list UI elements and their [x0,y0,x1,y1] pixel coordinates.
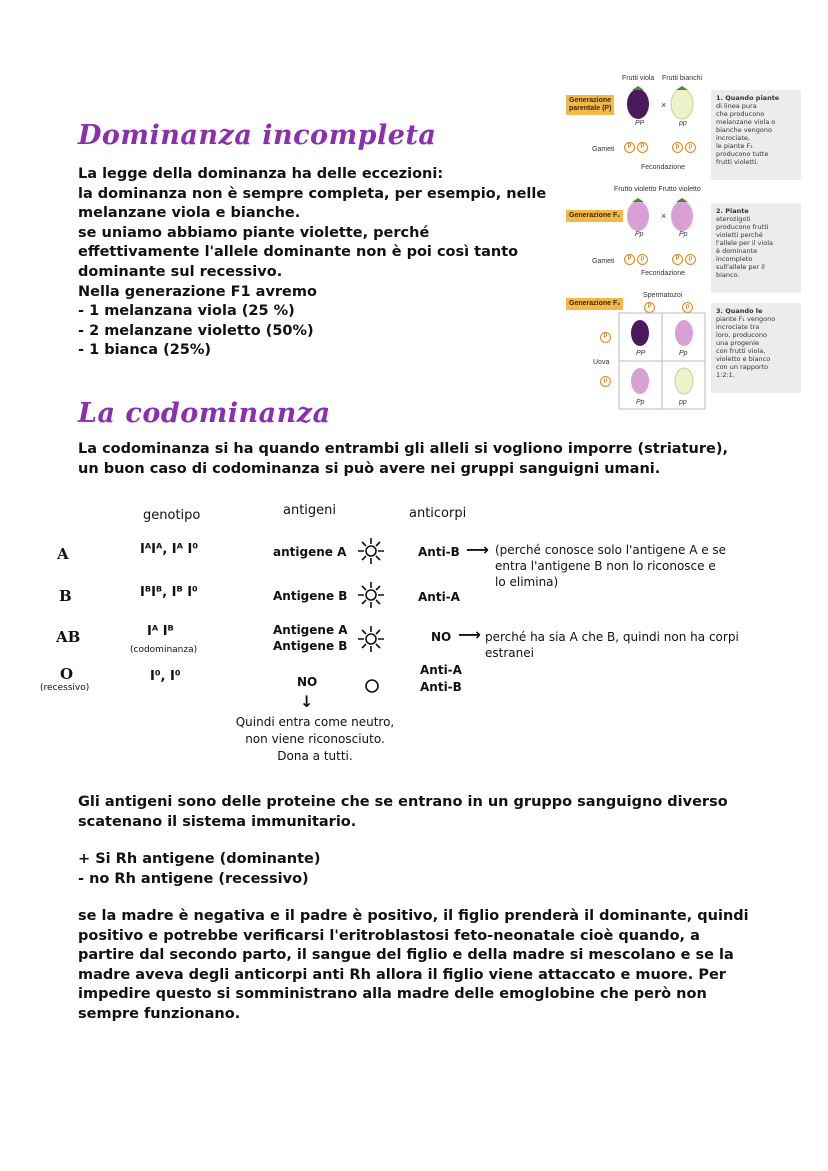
egg-P: P [600,332,611,343]
punnett-square [618,312,708,412]
sperm-p: p [682,302,693,313]
header-genotipo: genotipo [143,508,201,523]
genotype-pp: pp [679,120,687,127]
figure-note-1: 1. Quando piante di linea pura che producono melanzane viola o bianche vengono incrociate, le piante F₁ producono tutte frutti violetti. [711,90,801,180]
header-antigeni: antigeni [283,503,337,518]
rh-paragraph [78,907,749,1025]
header-anticorpi: anticorpi [409,506,467,521]
antibody-A: Anti-B [418,545,460,559]
genotype-PP: PP [635,120,645,127]
text-line: Nella generazione F1 avremo [78,283,317,300]
genotype-A: IᴬIᴬ, Iᴬ I⁰ [140,542,199,557]
text-line: se la madre è negativa e il padre è positivo, il figlio prenderà il dominante, quindi [78,908,749,924]
purple-eggplant [627,89,649,119]
cross-symbol: × [661,211,667,221]
purple-eggplant [631,320,649,346]
genotype-Pp: Pp [679,350,688,357]
text-line: melanzane viola e bianche. [78,205,301,222]
gamete-P: P [672,254,683,265]
label-frutti-viola: Frutti viola [622,75,655,82]
list-item: + Si Rh antigene (dominante) [78,851,321,867]
violet-eggplant [675,320,693,346]
gamete-p: p [672,142,683,153]
eggplant-stem [676,86,688,90]
text-line: scatenano il sistema immunitario. [78,813,357,830]
antigen-B: Antigene B [273,589,348,603]
section-title-codominanza: La codominanza [78,398,331,429]
egg-p: p [600,376,611,387]
genotype-Pp: Pp [635,231,644,238]
antigen-text [78,793,728,832]
text-line: Gli antigeni sono delle proteine che se entrano in un gruppo sanguigno diverso [78,794,728,810]
text-line: La codominanza si ha quando entrambi gli alleli si vogliono imporre (striature), [78,441,728,457]
label-frutto-violetto: Frutto violetto Frutto violetto [614,186,701,193]
gen-f2-box: Generazione F₂ [566,298,623,310]
eggplant-stem [632,198,644,202]
list-item: - 1 bianca (25%) [78,342,212,359]
sun-antigen-icon [356,580,386,610]
gamete-P: P [624,254,635,265]
genotype-Pp: Pp [636,399,645,406]
eggplant-stem [676,198,688,202]
list-item: - 2 melanzane violetto (50%) [78,322,314,339]
label-gameti: Gameti [592,146,615,153]
blood-group-A: A [57,545,69,563]
text-line: sempre funzionano. [78,1005,241,1022]
list-item: - no Rh antigene (recessivo) [78,870,309,887]
text-line: la dominanza non è sempre completa, per esempio, nelle [78,185,547,202]
genotype-pp: pp [679,399,687,406]
empty-circle-icon [363,677,381,695]
label-spermatozoi: Spermatozoi [643,292,683,299]
text-line: un buon caso di codominanza si può avere nei gruppi sanguigni umani. [78,460,661,477]
antibody-B: Anti-A [418,590,460,604]
antibody-O: Anti-A Anti-B [420,663,462,694]
text-line: dominante sul recessivo. [78,263,283,280]
antigen-A: antigene A [273,545,347,559]
gen-parental-box: Generazione parentale (P) [566,95,614,115]
arrow-down-icon: ↓ [300,692,314,711]
group-note-recessivo: (recessivo) [40,683,90,693]
arrow-right-icon: ⟶ [458,625,481,644]
eggplant-stem [632,86,644,90]
gamete-p: p [685,142,696,153]
genotype-O: I⁰, I⁰ [150,669,181,684]
note-A: (perché conosce solo l'antigene A e se entra l'antigene B non lo riconosce e lo elimina) [495,543,727,589]
text-line: impedire questo si somministrano alla madre delle emoglobine che però non [78,986,707,1003]
label-uova: Uova [593,359,610,366]
donor-note: Quindi entra come neutro, non viene riconosciuto. Dona a tutti. [235,715,395,763]
white-eggplant [671,89,693,119]
gamete-p: p [637,254,648,265]
genotype-PP: PP [636,350,646,357]
white-eggplant [675,368,693,394]
text-line: madre aveva degli anticorpi anti Rh allora il figlio viene attaccato e muore. Per [78,966,726,983]
violet-eggplant [671,201,693,231]
antibody-AB: NO [431,630,452,644]
sun-antigen-icon [356,536,386,566]
figure-note-3: 3. Quando le piante F₁ vengono incrociate tra loro, producono una progenie con frutti viola, violetto e bianco con un rapporto 1:2:1. [711,303,801,393]
sun-antigen-icon [356,624,386,654]
section1-text [78,165,546,361]
text-line: positivo e potrebbe verificarsi l'eritroblastosi feto-neonatale cioè quando, a [78,927,700,944]
figure-note-2: 2. Piante eterozigoti producono frutti violetti perché l'allele per il viola è dominante incompleto sull'allele per il bianco. [711,203,801,293]
section-title-dominanza: Dominanza incompleta [78,120,437,151]
note-AB: perché ha sia A che B, quindi non ha corpi estranei [485,630,739,660]
arrow-right-icon: ⟶ [466,540,489,559]
section2-text [78,440,728,479]
blood-group-AB: AB [56,628,81,646]
gamete-P: P [637,142,648,153]
label-fecondazione: Fecondazione [641,164,685,171]
text-line: La legge della dominanza ha delle eccezioni: [78,166,444,182]
gamete-p: p [685,254,696,265]
blood-group-B: B [59,587,72,605]
cross-symbol: × [661,100,667,110]
genotype-AB: Iᴬ Iᴮ [147,624,174,639]
violet-eggplant [627,201,649,231]
genotype-Pp: Pp [679,231,688,238]
label-frutti-bianchi: Frutti bianchi [662,75,703,82]
text-line: effettivamente l'allele dominante non è poi così tanto [78,244,519,261]
list-item: - 1 melanzana viola (25 %) [78,303,295,320]
blood-group-O: O [60,665,74,683]
sperm-P: P [644,302,655,313]
antigen-O: NO [297,675,318,689]
label-gameti: Gameti [592,258,615,265]
genotype-note-codominanza: (codominanza) [130,645,198,655]
text-line: se uniamo abbiamo piante violette, perché [78,224,430,241]
rh-list [78,850,321,889]
antigen-AB: Antigene A Antigene B [273,623,348,653]
gen-f1-box: Generazione F₁ [566,210,623,222]
violet-eggplant [631,368,649,394]
label-fecondazione: Fecondazione [641,270,685,277]
gamete-P: P [624,142,635,153]
genotype-B: IᴮIᴮ, Iᴮ I⁰ [140,585,198,600]
text-line: partire dal secondo parto, il sangue del figlio e della madre si mescolano e se la [78,947,734,964]
